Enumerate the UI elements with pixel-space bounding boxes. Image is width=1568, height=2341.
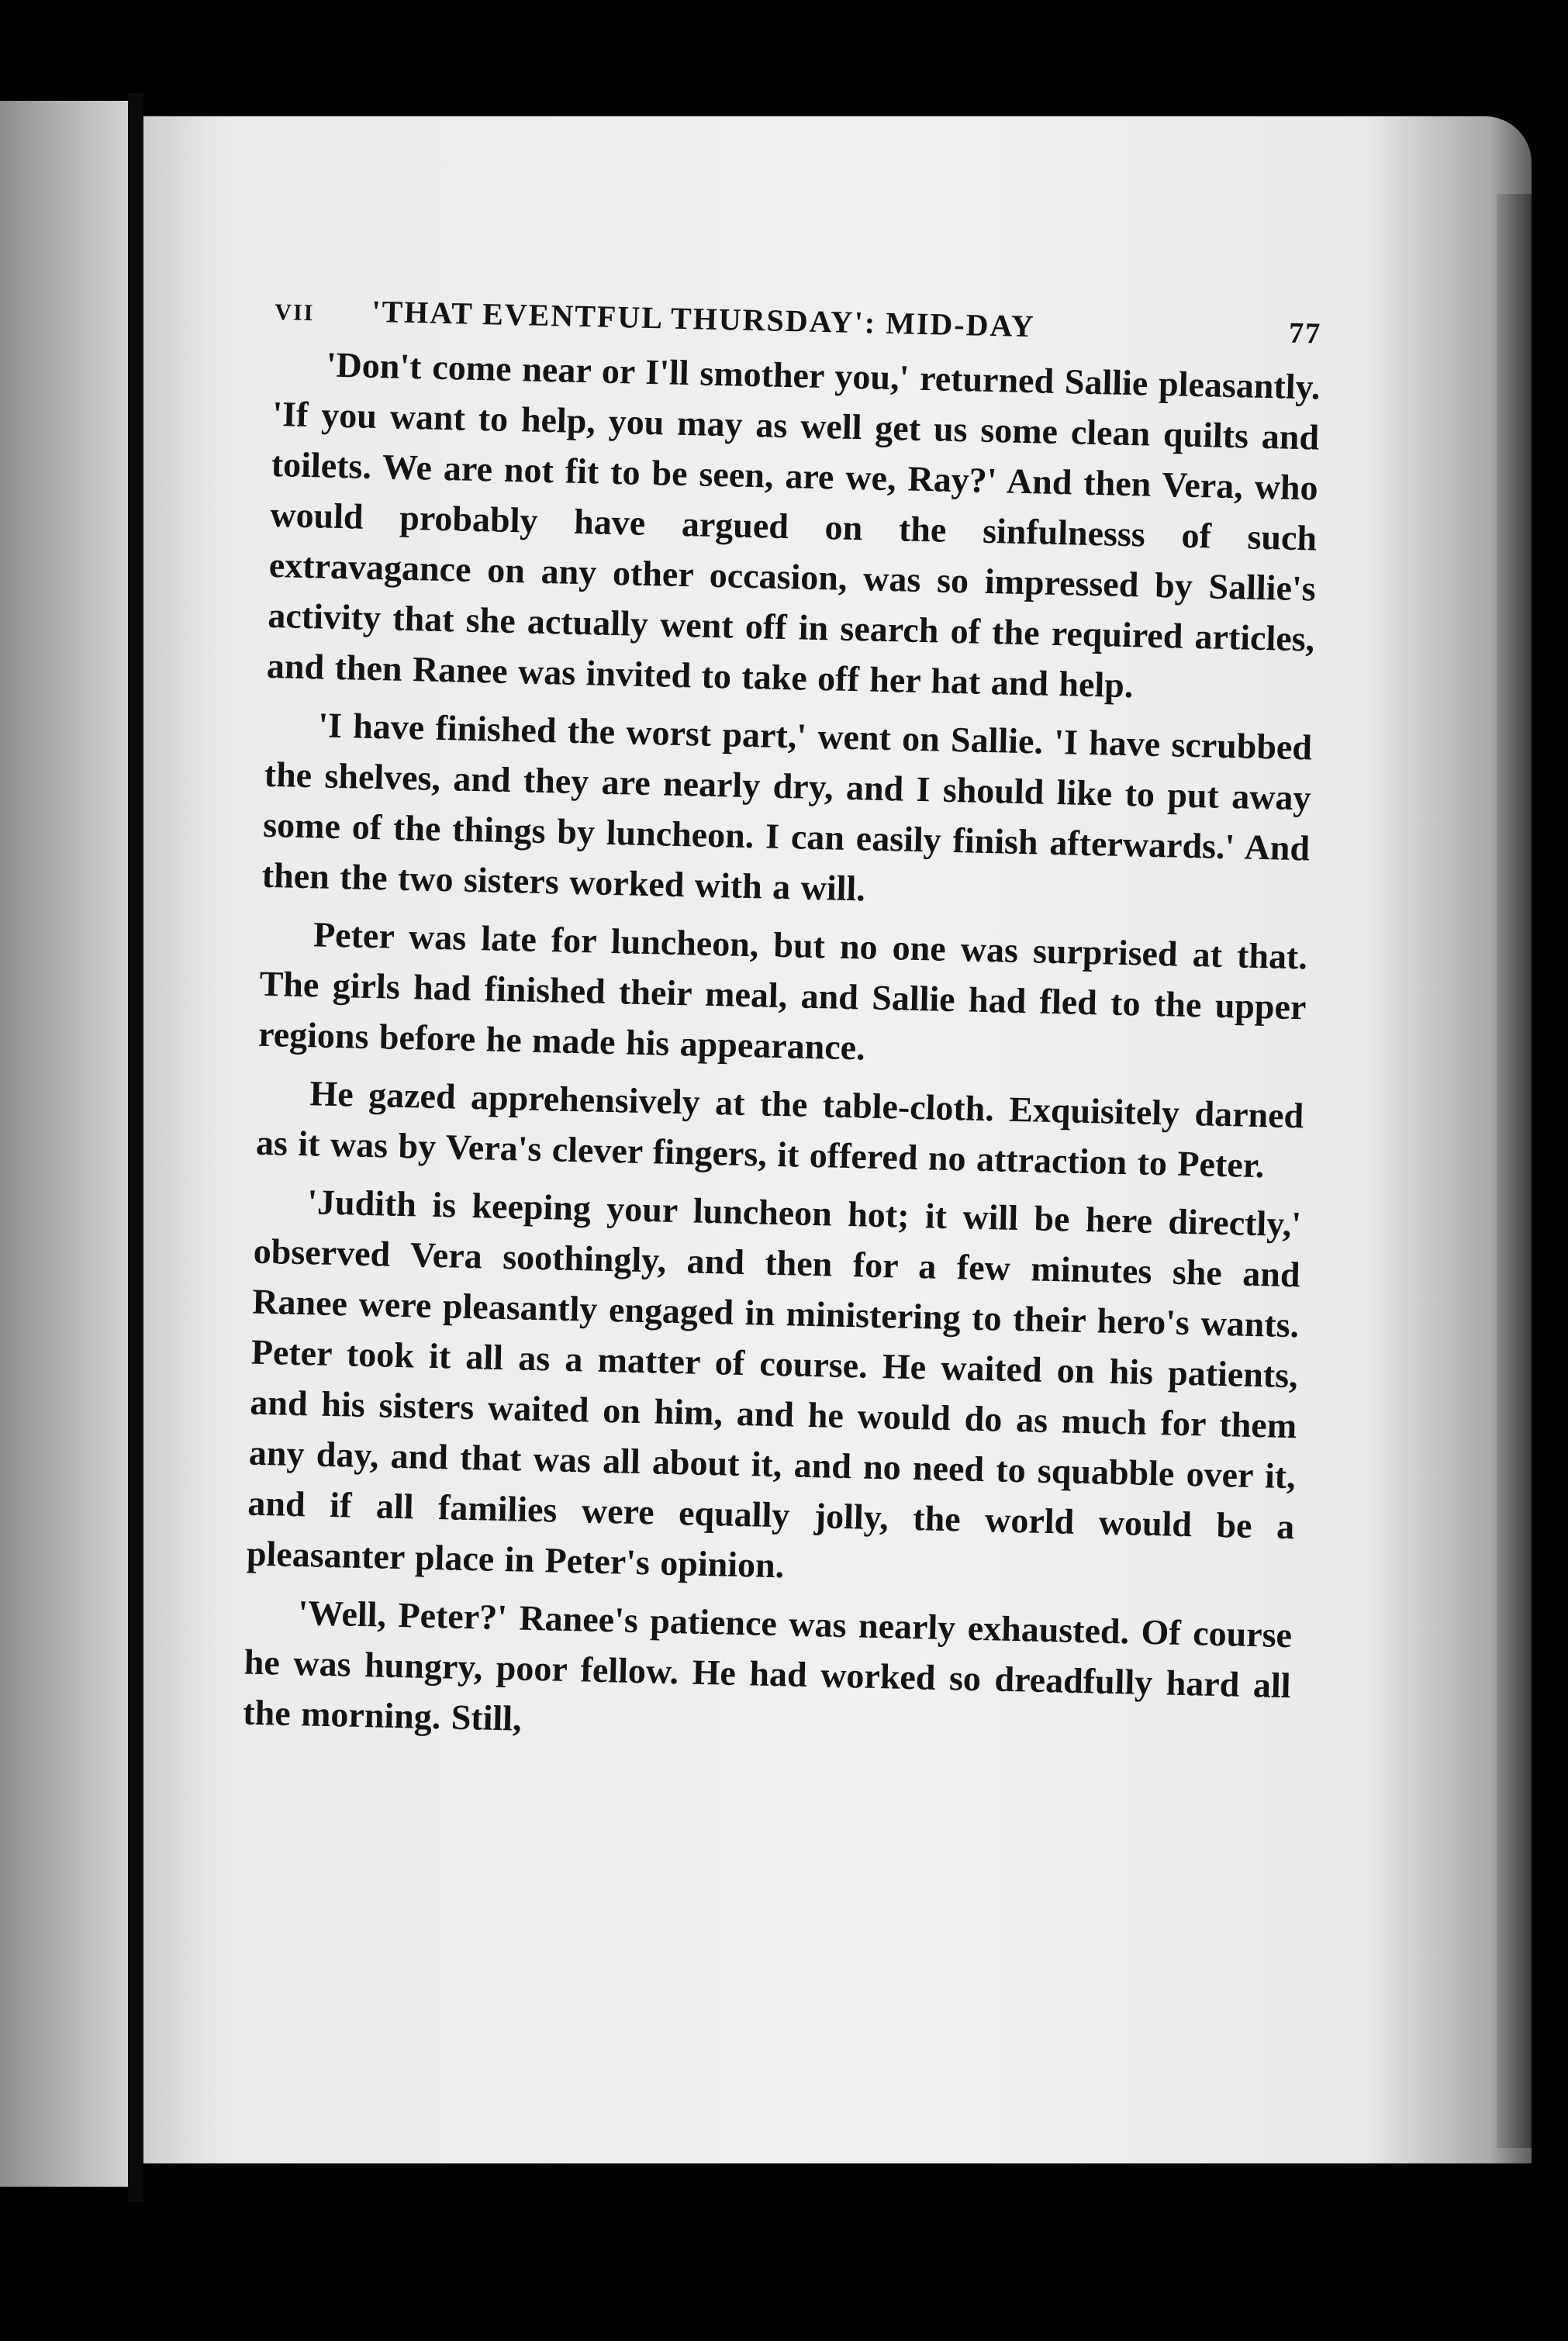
page-text: [242, 291, 1321, 1769]
chapter-title: 'THAT EVENTFUL THURSDAY': MID-DAY: [371, 293, 1036, 344]
facing-page-edge: [0, 101, 128, 2187]
paragraph: He gazed apprehensively at the table-cloth. Exquisitely darned as it was by Vera's clever fingers, it offered no attraction to Peter.: [255, 1073, 1304, 1186]
paragraph: 'Well, Peter?' Ranee's patience was nearly exhausted. Of course he was hungry, poor fellow. He had worked so dreadfully hard all the morning. Still,: [242, 1593, 1293, 1738]
page-stack-edge: [1497, 194, 1532, 2148]
paragraph: 'I have finished the worst part,' went on Sallie. 'I have scrubbed the shelves, and they are nearly dry, and I should like to put away some of the things by luncheon. I can easily finish afterwards.' And then the two sisters worked with a will.: [261, 705, 1313, 909]
chapter-number: VII: [275, 299, 315, 326]
paragraph: 'Judith is keeping your luncheon hot; it will be here directly,' observed Vera soothingly, and then for a few minutes she and Ranee were pleasantly engaged in ministering to their hero's wants. Peter took it all as a matter of course. He waited on his patients, and his sisters waited on him, and he would do as much for them any day, and that was all about it, and no need to squabble over it, and if all families were equally jolly, the world would be a pleasanter place in Peter's opinion.: [246, 1182, 1302, 1586]
book-spine: [128, 93, 143, 2202]
paragraph: 'Don't come near or I'll smother you,' returned Sallie pleasantly. 'If you want to help, you may as well get us some clean quilts and toilets. We are not fit to be seen, are we, Ray?' And then Vera, who would probably have argued on the sinfulnesss of such extravagance on any other occasion, was so impressed by Sallie's activity that she actually went off in search of the required articles, and then Ranee was invited to take off her hat and help.: [266, 344, 1321, 706]
page-number: 77: [1288, 316, 1322, 350]
paragraph: Peter was late for luncheon, but no one was surprised at that. The girls had finished their meal, and Sallie had fled to the upper regions before he made his appearance.: [257, 914, 1308, 1068]
